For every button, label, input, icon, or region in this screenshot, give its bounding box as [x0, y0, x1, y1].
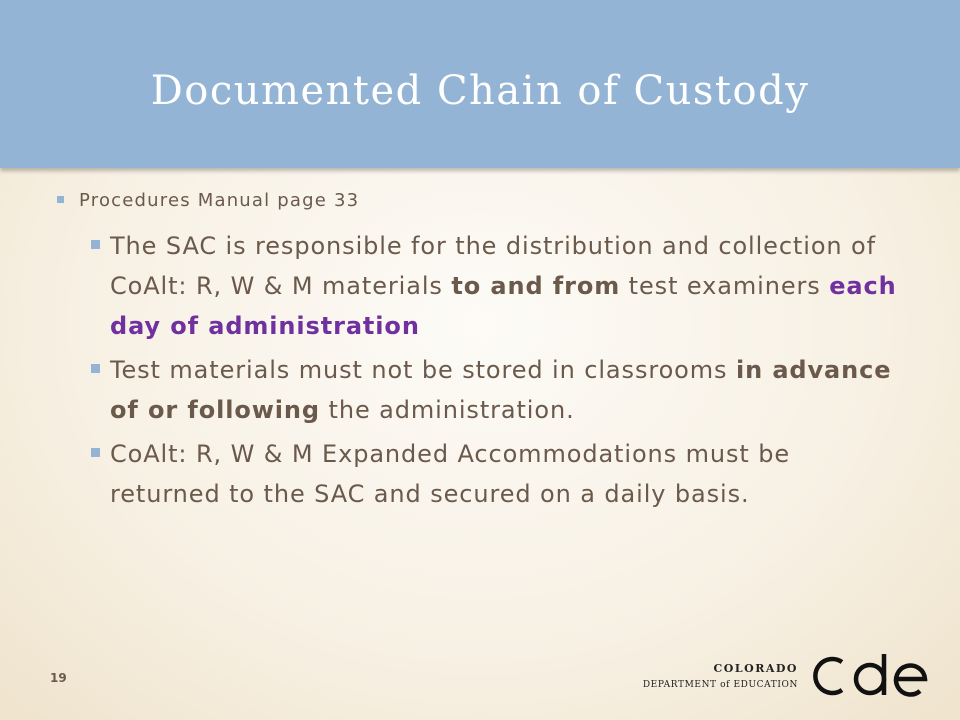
- level2-bullet: [57, 226, 907, 346]
- bullet-text: CoAlt: R, W & M Expanded Accommodations must be returned to the SAC and secured on a daily basis.: [110, 440, 790, 508]
- bullet-emphasis: in advance of or following: [110, 356, 892, 424]
- bullet-text: the administration.: [320, 396, 575, 424]
- procedures-reference: Procedures Manual page 33: [79, 190, 360, 211]
- bullet-highlight: each day of administration: [110, 272, 897, 340]
- logo-state-name: COLORADO: [713, 662, 798, 675]
- square-bullet-icon: [57, 196, 64, 203]
- cde-wordmark-icon: [808, 650, 930, 700]
- slide-content: [57, 188, 907, 518]
- level2-bullet: [57, 350, 907, 430]
- square-bullet-icon: [91, 240, 100, 249]
- bullet-text: The SAC is responsible for the distribution and collection of CoAlt: R, W & M materials: [110, 232, 876, 300]
- bullet-text: Test materials must not be stored in classrooms: [110, 356, 736, 384]
- square-bullet-icon: [91, 448, 100, 457]
- level1-bullet: [57, 188, 907, 214]
- logo-department-name: DEPARTMENT of EDUCATION: [642, 680, 798, 690]
- level2-bullet: [57, 434, 907, 514]
- cde-logo: [642, 650, 930, 700]
- title-banner: [0, 0, 960, 168]
- slide-title: Documented Chain of Custody: [150, 68, 810, 114]
- page-number: 19: [50, 671, 67, 685]
- bullet-emphasis: to and from: [451, 272, 621, 300]
- bullet-text: test examiners: [620, 272, 830, 300]
- square-bullet-icon: [91, 364, 100, 373]
